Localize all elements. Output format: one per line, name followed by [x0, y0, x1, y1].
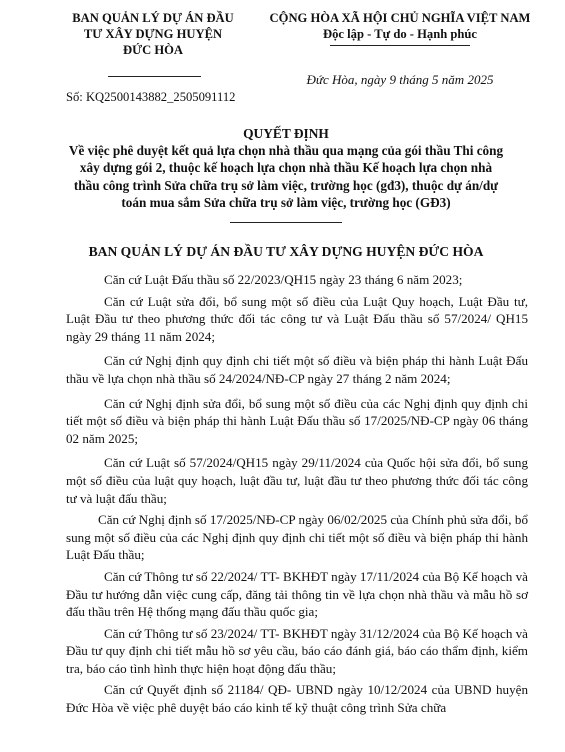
- agency-line-2: TƯ XÂY DỰNG HUYỆN: [83, 27, 223, 41]
- decision-title: QUYẾT ĐỊNH: [243, 126, 329, 141]
- agency-line-1: BAN QUẢN LÝ DỰ ÁN ĐẦU: [72, 11, 234, 25]
- basis-paragraph: Căn cứ Luật số 57/2024/QH15 ngày 29/11/2024 của Quốc hội sửa đổi, bổ sung một số điều của luật quy hoạch, luật đầu tư, luật đầu tư theo phương thức đối tác công tư và luật đấu thầu;: [66, 455, 528, 506]
- decision-title-block: [66, 126, 506, 211]
- nation-name: CỘNG HÒA XÃ HỘI CHỦ NGHĨA VIỆT NAM: [269, 11, 531, 25]
- basis-paragraph: Căn cứ Thông tư số 22/2024/ TT- BKHĐT ngày 17/11/2024 của Bộ Kế hoạch và Đầu tư hướng dẫn việc cung cấp, đăng tải thông tin về lựa chọn nhà thầu và mẫu hồ sơ đấu thầu trên Hệ thống mạng đấu thầu quốc gia;: [66, 568, 528, 620]
- decision-subject: Về việc phê duyệt kết quả lựa chọn nhà thầu qua mạng của gói thầu Thi công xây dựng gói 2, thuộc kế hoạch lựa chọn nhà thầu Kế hoạch lựa chọn nhà thầu công trình Sửa chữa trụ sở làm việc, trường học (gđ3), thuộc dự án/dự toán mua sắm Sửa chữa trụ sở làm việc, trường học (GĐ3): [68, 143, 504, 210]
- basis-paragraph: Căn cứ Quyết định số 21184/ QĐ- UBND ngày 10/12/2024 của UBND huyện Đức Hòa về việc phê duyệt báo cáo kinh tế kỹ thuật công trình Sửa chữa: [66, 682, 528, 716]
- basis-paragraph: Căn cứ Luật Đấu thầu số 22/2023/QH15 ngày 23 tháng 6 năm 2023;: [104, 272, 463, 287]
- place-and-date: Đức Hòa, ngày 9 tháng 5 năm 2025: [306, 72, 494, 87]
- national-heading: [250, 10, 550, 42]
- agency-underline: [108, 76, 201, 77]
- document-number: Số: KQ2500143882_2505091112: [66, 90, 236, 104]
- basis-paragraph: Căn cứ Thông tư số 23/2024/ TT- BKHĐT ngày 31/12/2024 của Bộ Kế hoạch và Đầu tư quy định chi tiết mẫu hồ sơ yêu cầu, báo cáo đánh giá, báo cáo thẩm định, kiểm tra, báo cáo tình hình thực hiện hoạt động đấu thầu;: [66, 625, 528, 676]
- motto-underline: [330, 45, 470, 46]
- motto: Độc lập - Tự do - Hạnh phúc: [323, 27, 477, 41]
- basis-paragraph: Căn cứ Nghị định sửa đổi, bổ sung một số điều của các Nghị định quy định chi tiết một số điều và biện pháp thi hành Luật Đấu thầu số 17/2025/NĐ-CP ngày 06 tháng 02 năm 2025;: [66, 395, 528, 446]
- issuing-agency: [58, 10, 248, 58]
- title-underline: [230, 222, 342, 223]
- decision-issuer: BAN QUẢN LÝ DỰ ÁN ĐẦU TƯ XÂY DỰNG HUYỆN ĐỨC HÒA: [88, 244, 484, 259]
- basis-paragraph: Căn cứ Nghị định số 17/2025/NĐ-CP ngày 06/02/2025 của Chính phủ sửa đổi, bổ sung một số điều của các Nghị định quy định chi tiết một số điều và biện pháp thi hành Luật Đấu thầu;: [66, 512, 528, 563]
- basis-paragraph: Căn cứ Nghị định quy định chi tiết một số điều và biện pháp thi hành Luật Đấu thầu về lựa chọn nhà thầu số 24/2024/NĐ-CP ngày 27 tháng 2 năm 2024;: [66, 353, 528, 386]
- agency-line-3: ĐỨC HÒA: [122, 43, 184, 57]
- basis-paragraph: Căn cứ Luật sửa đổi, bổ sung một số điều của Luật Quy hoạch, Luật Đầu tư, Luật Đầu tư theo phương thức đối tác công tư và Luật Đấu thầu số 57/2024/ QH15 ngày 29 tháng 11 năm 2024;: [66, 293, 528, 344]
- legal-basis: [66, 271, 528, 721]
